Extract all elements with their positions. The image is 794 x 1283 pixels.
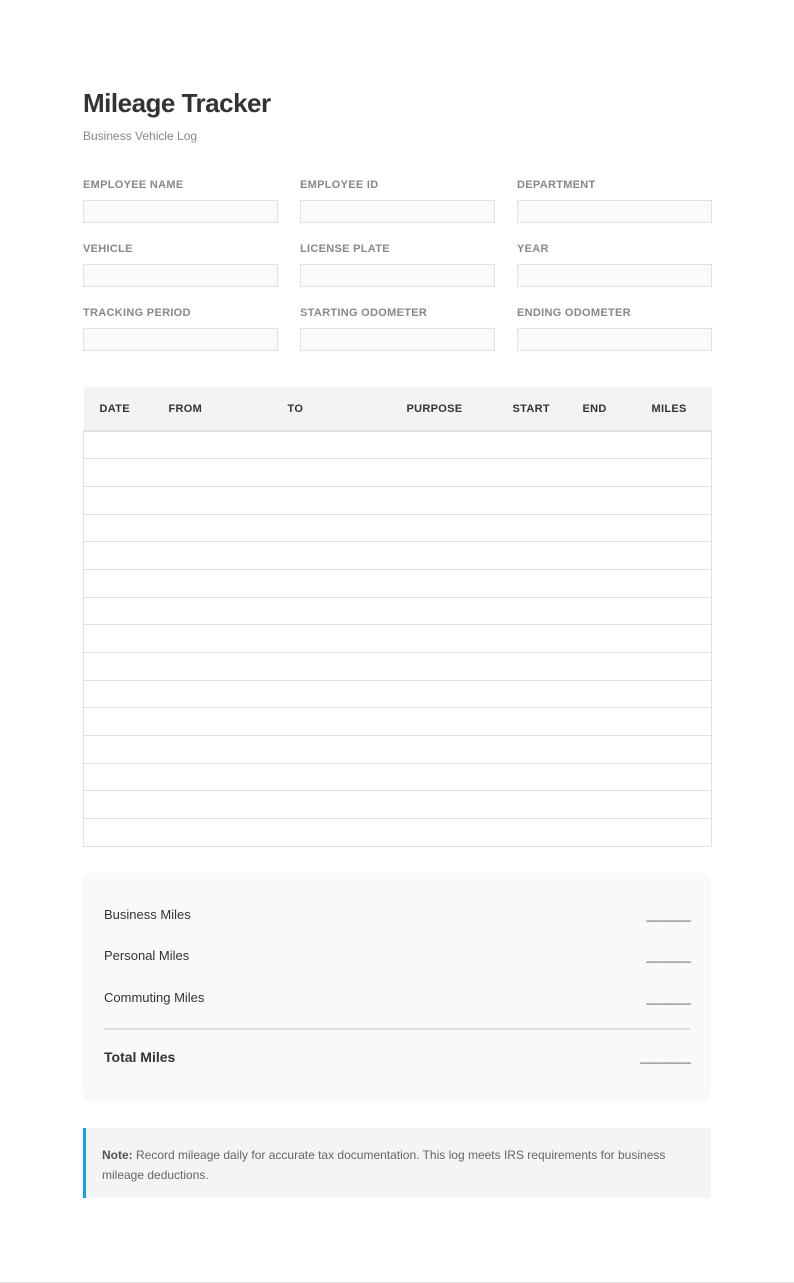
cell-start[interactable] [497,569,567,597]
cell-to[interactable] [272,625,391,653]
cell-miles[interactable] [636,819,712,847]
field-label: EMPLOYEE NAME [83,179,184,191]
cell-miles[interactable] [636,431,712,459]
cell-miles[interactable] [636,708,712,736]
cell-end[interactable] [567,763,636,791]
cell-to[interactable] [272,680,391,708]
column-header-date: DATE [84,387,153,431]
field-tracking-period [83,307,278,351]
cell-purpose[interactable] [391,819,497,847]
cell-from[interactable] [153,791,272,819]
cell-to[interactable] [272,569,391,597]
cell-miles[interactable] [636,486,712,514]
field-label: LICENSE PLATE [300,243,390,255]
cell-start[interactable] [497,431,567,459]
field-input[interactable] [83,264,278,287]
cell-purpose[interactable] [391,431,497,459]
cell-miles[interactable] [636,763,712,791]
table-row [84,791,712,819]
page-title: Mileage Tracker [83,88,271,118]
column-header-miles: MILES [636,387,712,431]
cell-to[interactable] [272,736,391,764]
total-value-blank[interactable]: ________ [640,1049,690,1064]
cell-start[interactable] [497,625,567,653]
table-row [84,514,712,542]
field-input[interactable] [300,264,495,287]
cell-from[interactable] [153,625,272,653]
field-input[interactable] [83,200,278,223]
field-input[interactable] [517,200,712,223]
cell-from[interactable] [153,763,272,791]
cell-date[interactable] [84,708,153,736]
cell-to[interactable] [272,763,391,791]
cell-end[interactable] [567,431,636,459]
cell-end[interactable] [567,569,636,597]
cell-purpose[interactable] [391,736,497,764]
cell-date[interactable] [84,763,153,791]
field-input[interactable] [517,328,712,351]
cell-date[interactable] [84,791,153,819]
summary-value-blank[interactable]: _______ [646,907,690,922]
field-input[interactable] [83,328,278,351]
note-text: Record mileage daily for accurate tax documentation. This log meets IRS requirements for business mileage deductions. [102,1148,666,1182]
field-vehicle [83,243,278,287]
field-department [517,179,712,223]
field-label: DEPARTMENT [517,179,596,191]
cell-from[interactable] [153,459,272,487]
field-employee-name [83,179,278,223]
page-subtitle: Business Vehicle Log [83,129,198,143]
summary-row-personal [104,948,690,963]
cell-start[interactable] [497,680,567,708]
cell-to[interactable] [272,514,391,542]
field-input[interactable] [517,264,712,287]
field-year [517,243,712,287]
field-input[interactable] [300,328,495,351]
cell-start[interactable] [497,736,567,764]
note-box [83,1128,711,1198]
summary-row-total [104,1049,690,1065]
field-input[interactable] [300,200,495,223]
cell-start[interactable] [497,763,567,791]
cell-to[interactable] [272,431,391,459]
cell-purpose[interactable] [391,486,497,514]
summary-value-blank[interactable]: _______ [646,948,690,963]
field-license-plate [300,243,495,287]
cell-miles[interactable] [636,625,712,653]
cell-miles[interactable] [636,791,712,819]
cell-from[interactable] [153,514,272,542]
cell-end[interactable] [567,791,636,819]
table-row [84,680,712,708]
field-employee-id [300,179,495,223]
cell-to[interactable] [272,597,391,625]
cell-start[interactable] [497,653,567,681]
cell-miles[interactable] [636,653,712,681]
table-row [84,431,712,459]
cell-to[interactable] [272,791,391,819]
cell-purpose[interactable] [391,597,497,625]
table-row [84,486,712,514]
mileage-log-table [83,387,712,847]
cell-start[interactable] [497,459,567,487]
table-row [84,708,712,736]
cell-date[interactable] [84,680,153,708]
cell-start[interactable] [497,708,567,736]
cell-start[interactable] [497,791,567,819]
summary-row-business [104,907,690,922]
cell-miles[interactable] [636,680,712,708]
note-label: Note: [102,1148,133,1162]
field-ending-odometer [517,307,712,351]
cell-to[interactable] [272,819,391,847]
cell-from[interactable] [153,736,272,764]
cell-date[interactable] [84,736,153,764]
cell-purpose[interactable] [391,680,497,708]
cell-start[interactable] [497,597,567,625]
cell-to[interactable] [272,486,391,514]
cell-from[interactable] [153,819,272,847]
cell-end[interactable] [567,680,636,708]
cell-purpose[interactable] [391,514,497,542]
cell-date[interactable] [84,625,153,653]
field-starting-odometer [300,307,495,351]
field-label: YEAR [517,243,549,255]
total-label: Total Miles [104,1049,176,1065]
table-row [84,653,712,681]
summary-row-commuting [104,990,690,1005]
cell-from[interactable] [153,653,272,681]
summary-divider [104,1028,690,1030]
cell-to[interactable] [272,459,391,487]
column-header-purpose: PURPOSE [391,387,497,431]
cell-from[interactable] [153,680,272,708]
cell-purpose[interactable] [391,459,497,487]
cell-purpose[interactable] [391,542,497,570]
cell-start[interactable] [497,486,567,514]
cell-to[interactable] [272,542,391,570]
summary-value-blank[interactable]: _______ [646,990,690,1005]
summary-label: Personal Miles [104,948,190,963]
cell-purpose[interactable] [391,653,497,681]
column-header-start: START [497,387,567,431]
cell-from[interactable] [153,597,272,625]
cell-from[interactable] [153,431,272,459]
cell-date[interactable] [84,653,153,681]
cell-start[interactable] [497,819,567,847]
table-row [84,542,712,570]
cell-start[interactable] [497,514,567,542]
cell-date[interactable] [84,569,153,597]
cell-from[interactable] [153,486,272,514]
field-label: VEHICLE [83,243,133,255]
cell-to[interactable] [272,653,391,681]
info-fields [83,179,711,351]
cell-end[interactable] [567,625,636,653]
cell-end[interactable] [567,542,636,570]
cell-purpose[interactable] [391,569,497,597]
cell-purpose[interactable] [391,625,497,653]
table-row [84,569,712,597]
field-label: ENDING ODOMETER [517,307,631,319]
column-header-end: END [567,387,636,431]
cell-end[interactable] [567,597,636,625]
cell-start[interactable] [497,542,567,570]
cell-miles[interactable] [636,736,712,764]
summary-box [83,873,711,1101]
cell-date[interactable] [84,486,153,514]
cell-date[interactable] [84,431,153,459]
cell-date[interactable] [84,514,153,542]
cell-end[interactable] [567,819,636,847]
cell-date[interactable] [84,597,153,625]
table-row [84,597,712,625]
cell-from[interactable] [153,708,272,736]
cell-end[interactable] [567,653,636,681]
field-label: EMPLOYEE ID [300,179,379,191]
cell-miles[interactable] [636,542,712,570]
field-label: TRACKING PERIOD [83,307,191,319]
column-header-to: TO [272,387,391,431]
table-row [84,459,712,487]
cell-purpose[interactable] [391,791,497,819]
table-row [84,736,712,764]
summary-label: Business Miles [104,907,191,922]
cell-miles[interactable] [636,597,712,625]
cell-from[interactable] [153,569,272,597]
table-row [84,763,712,791]
cell-end[interactable] [567,708,636,736]
cell-date[interactable] [84,459,153,487]
table-row [84,819,712,847]
cell-end[interactable] [567,486,636,514]
cell-date[interactable] [84,819,153,847]
cell-end[interactable] [567,514,636,542]
column-header-from: FROM [153,387,272,431]
cell-to[interactable] [272,708,391,736]
cell-date[interactable] [84,542,153,570]
summary-label: Commuting Miles [104,990,205,1005]
cell-miles[interactable] [636,569,712,597]
field-label: STARTING ODOMETER [300,307,428,319]
cell-miles[interactable] [636,459,712,487]
table-row [84,625,712,653]
cell-end[interactable] [567,459,636,487]
cell-purpose[interactable] [391,763,497,791]
cell-end[interactable] [567,736,636,764]
cell-miles[interactable] [636,514,712,542]
cell-purpose[interactable] [391,708,497,736]
cell-from[interactable] [153,542,272,570]
